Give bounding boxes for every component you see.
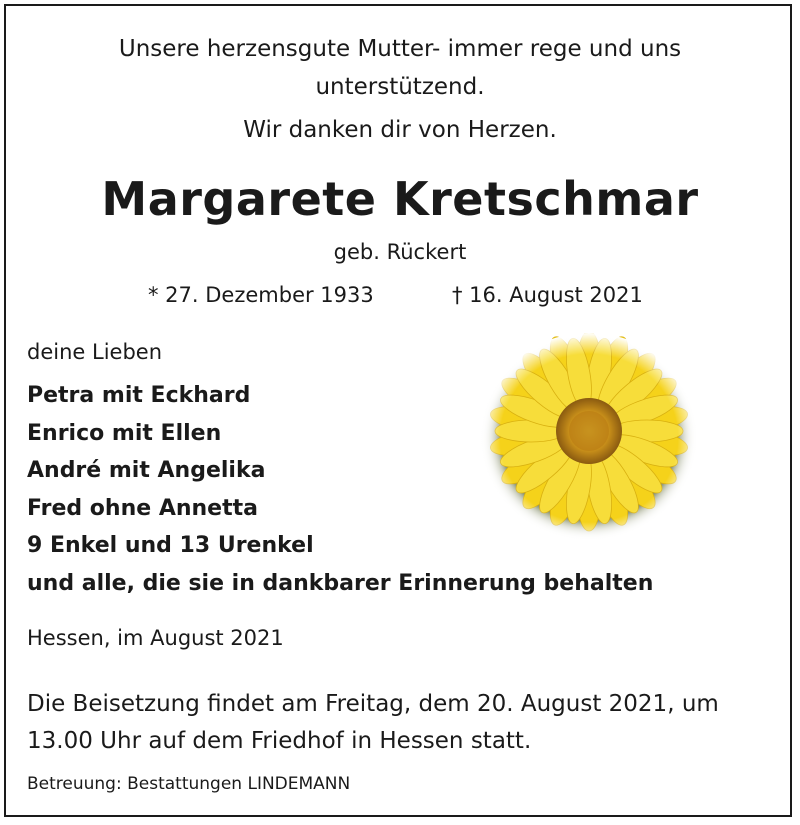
burial-line-2: 13.00 Uhr auf dem Friedhof in Hessen statt.	[27, 728, 532, 754]
death-date: † 16. August 2021	[452, 283, 643, 307]
funeral-home: Betreuung: Bestattungen LINDEMANN	[27, 774, 351, 794]
place-date: Hessen, im August 2021	[27, 626, 284, 650]
sunflower-icon	[478, 333, 700, 543]
maiden-name: geb. Rückert	[333, 240, 467, 264]
intro-line-2: unterstützend.	[315, 74, 485, 100]
mourner-entry: Fred ohne Annetta	[27, 495, 258, 521]
intro-text	[0, 30, 800, 149]
deceased-name: Margarete Kretschmar	[101, 172, 699, 226]
mourner-entry: 9 Enkel und 13 Urenkel	[27, 533, 314, 558]
mourners-label: deine Lieben	[27, 340, 163, 364]
mourner-entry: Enrico mit Ellen	[27, 420, 222, 446]
mourner-entry: Petra mit Eckhard	[27, 383, 251, 408]
intro-line-1: Unsere herzensgute Mutter- immer rege und uns	[118, 36, 682, 62]
mourner-entry: André mit Angelika	[27, 458, 266, 483]
burial-notice	[27, 686, 787, 760]
burial-line-1: Die Beisetzung findet am Freitag, dem 20. August 2021, um	[27, 691, 719, 717]
birth-date: * 27. Dezember 1933	[148, 283, 374, 307]
mourner-entry: und alle, die sie in dankbarer Erinnerung behalten	[27, 570, 654, 596]
intro-line-3: Wir danken dir von Herzen.	[243, 117, 557, 143]
